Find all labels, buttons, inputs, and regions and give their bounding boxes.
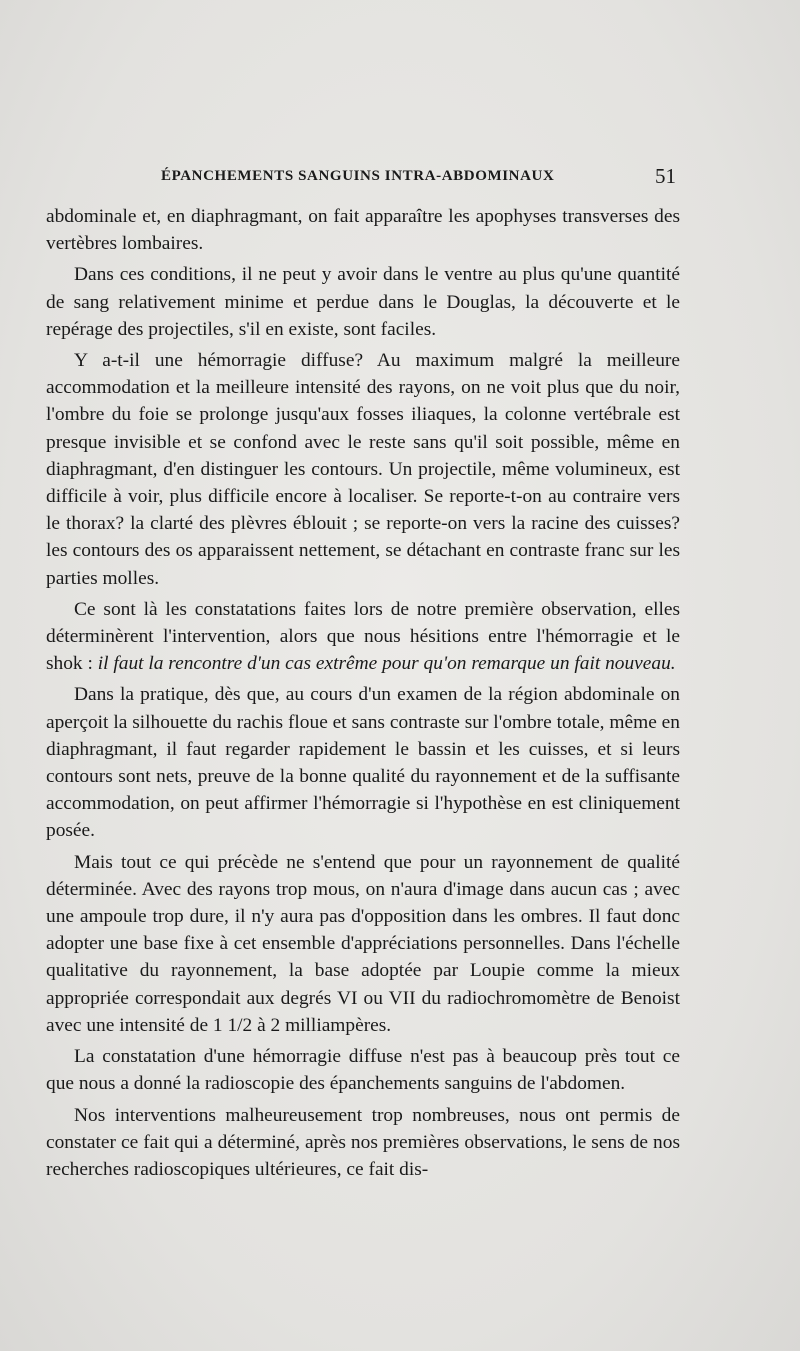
paragraph-4: [46, 596, 680, 678]
running-title: ÉPANCHEMENTS SANGUINS INTRA-ABDOMINAUX: [161, 168, 555, 184]
paragraph-2: Dans ces conditions, il ne peut y avoir dans le ventre au plus qu'une quantité de sang relativement minime et perdue dans le Douglas, la découverte et le repérage des projectiles, s'il en existe, sont faciles.: [46, 264, 680, 340]
paragraph-6: Mais tout ce qui précède ne s'entend que pour un rayonnement de qualité déterminée. Avec des rayons trop mous, on n'aura d'image dans aucun cas ; avec une ampoule trop dure, il n'y aura pas d'opposition dans les ombres. Il faut donc adopter une base fixe à cet ensemble d'appréciations personnelles. Dans l'échelle qualitative du rayonnement, la base adoptée par Loupie comme la mieux appropriée correspondait aux degrés VI ou VII du radiochromomètre de Benoist avec une intensité de 1 1/2 à 2 milliampères.: [46, 851, 680, 1036]
running-head: [46, 164, 676, 192]
body-text: [46, 203, 680, 1183]
paragraph-7: La constatation d'une hémorragie diffuse n'est pas à beaucoup près tout ce que nous a donné la radioscopie des épanchements sanguins de l'abdomen.: [46, 1046, 680, 1095]
page-number: 51: [655, 164, 676, 188]
paragraph-4-italic: il faut la rencontre d'un cas extrême pour qu'on remarque un fait nouveau.: [97, 653, 676, 675]
paragraph-8: Nos interventions malheureusement trop nombreuses, nous ont permis de constater ce fait qui a déterminé, après nos premières observations, le sens de nos recherches radioscopiques ultérieures, ce fait dis-: [46, 1104, 680, 1180]
paragraph-4-text: Ce sont là les constatations faites lors de notre première observation, elles déterminèrent l'intervention, alors que nous hésitions entre l'hémorragie et le shok :: [46, 598, 680, 675]
paragraph-3: Y a-t-il une hémorragie diffuse? Au maximum malgré la meilleure accommodation et la meilleure intensité des rayons, on ne voit plus que du noir, l'ombre du foie se prolonge jusqu'aux fosses iliaques, la colonne vertébrale est presque invisible et se confond avec le reste sans qu'il soit possible, même en diaphragmant, d'en distinguer les contours. Un projectile, même volumineux, est difficile à voir, plus difficile encore à localiser. Se reporte-t-on au contraire vers le thorax? la clarté des plèvres éblouit ; se reporte-on vers la racine des cuisses? les contours des os apparaissent nettement, se détachant en contraste franc sur les parties molles.: [46, 350, 680, 589]
paragraph-1: abdominale et, en diaphragmant, on fait apparaître les apophyses transverses des vertèbres lombaires.: [46, 206, 680, 255]
paragraph-5: Dans la pratique, dès que, au cours d'un examen de la région abdominale on aperçoit la silhouette du rachis floue et sans contraste sur l'ombre totale, même en diaphragmant, il faut regarder rapidement le bassin et les cuisses, et si leurs contours sont nets, preuve de la bonne qualité du rayonnement et de la suffisante accommodation, on peut affirmer l'hémorragie si l'hypothèse en est cliniquement posée.: [46, 684, 680, 842]
